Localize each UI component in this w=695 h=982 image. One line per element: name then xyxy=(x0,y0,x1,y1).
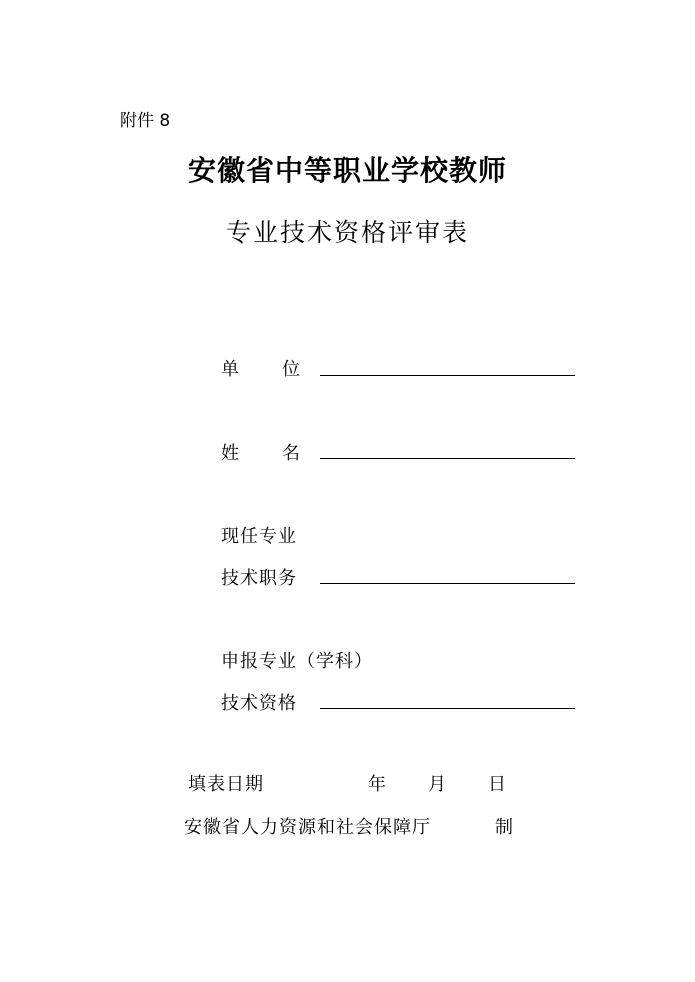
unit-label-char1: 单 xyxy=(221,359,240,380)
name-field-line[interactable] xyxy=(320,458,575,459)
current-title-label-line1: 现任专业 xyxy=(221,526,297,547)
fill-date-label: 填表日期 xyxy=(188,774,264,795)
unit-label xyxy=(221,355,301,381)
fill-date-year: 年 xyxy=(368,774,387,795)
current-title-field-line[interactable] xyxy=(320,583,575,584)
attachment-label: 附件 8 xyxy=(120,111,171,131)
form-title-line2: 专业技术资格评审表 xyxy=(225,218,469,247)
issuer-suffix: 制 xyxy=(495,817,514,838)
fill-date-month: 月 xyxy=(428,774,447,795)
issuer-org: 安徽省人力资源和社会保障厅 xyxy=(184,817,431,838)
fill-date-day: 日 xyxy=(488,774,507,795)
name-label-char1: 姓 xyxy=(221,443,240,464)
form-title-line1: 安徽省中等职业学校教师 xyxy=(187,154,507,187)
name-label-char2: 名 xyxy=(282,443,301,464)
unit-label-char2: 位 xyxy=(282,359,301,380)
current-title-label-line2: 技术职务 xyxy=(221,568,297,589)
name-label xyxy=(221,439,301,465)
unit-field-line[interactable] xyxy=(320,375,575,376)
declared-title-field-line[interactable] xyxy=(320,708,575,709)
declared-title-label-line1: 申报专业（学科） xyxy=(221,651,373,672)
declared-title-label-line2: 技术资格 xyxy=(221,693,297,714)
